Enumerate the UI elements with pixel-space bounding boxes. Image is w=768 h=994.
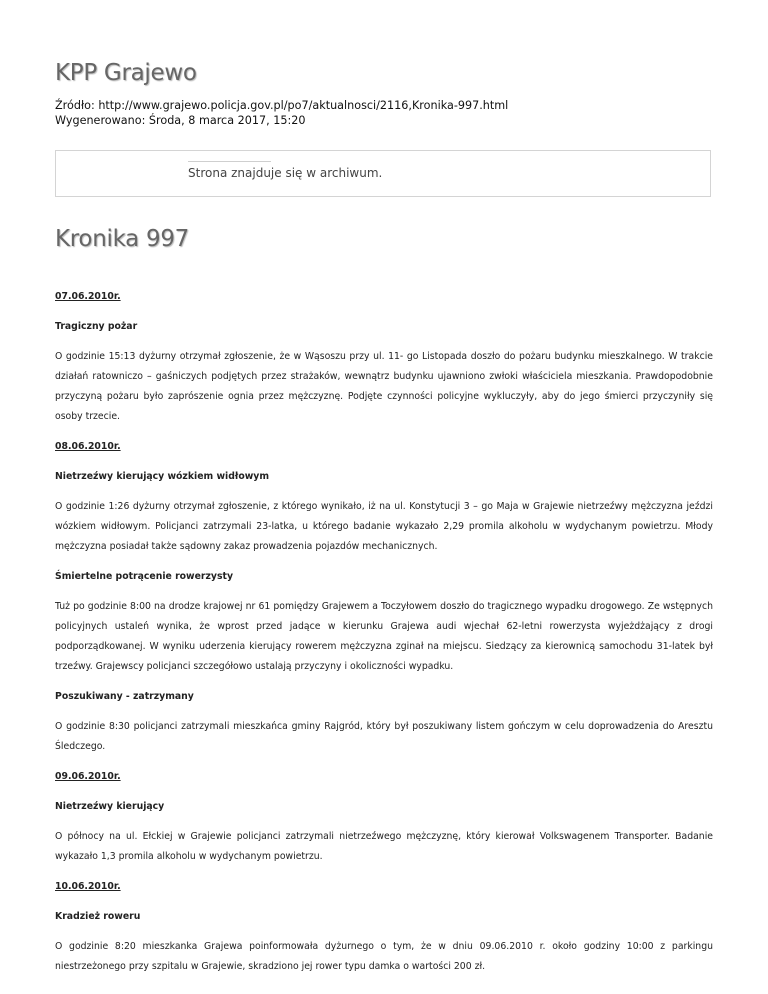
page-meta	[55, 98, 508, 128]
entry-heading: Nietrzeźwy kierujący wózkiem widłowym	[55, 471, 270, 482]
entry-text: Tuż po godzinie 8:00 na drodze krajowej nr 61 pomiędzy Grajewem a Toczyłowem doszło do tragicznego wypadku drogowego. Ze wstępnych policyjnych ustaleń wynika, że wprost przed jadące w kierunku Grajewa audi wjechał 62-letni rowerzysta wyjeżdżający z drogi podporządkowanej. W wyniku uderzenia kierujący rowerem mężczyzna zginał na miejscu. Siedzący za kierownicą samochodu 31-latek był trzeźwy. Grajewscy policjanci szczegółowo ustalają przyczyny i okoliczności wypadku.	[55, 601, 713, 672]
entry-date: 09.06.2010r.	[55, 771, 121, 782]
entry-date: 08.06.2010r.	[55, 441, 121, 452]
article-title: Kronika 997	[55, 226, 189, 252]
article-content	[55, 287, 713, 987]
entry-text: O godzinie 8:20 mieszkanka Grajewa poinformowała dyżurnego o tym, że w dniu 09.06.2010 r. około godziny 10:00 z parkingu niestrzeżonego przy szpitalu w Grajewie, skradziono jej rower typu damka o wartości 200 zł.	[55, 941, 713, 972]
entry-text: O północy na ul. Ełckiej w Grajewie policjanci zatrzymali nietrzeźwego mężczyznę, który kierował Volkswagenem Transporter. Badanie wykazało 1,3 promila alkoholu w wydychanym powietrzu.	[55, 831, 713, 862]
entry-heading: Nietrzeźwy kierujący	[55, 801, 165, 812]
entry-text: O godzinie 15:13 dyżurny otrzymał zgłoszenie, że w Wąsoszu przy ul. 11- go Listopada doszło do pożaru budynku mieszkalnego. W trakcie działań ratowniczo – gaśniczych podjętych przez strażaków, wewnątrz budynku ujawniono zwłoki właściciela mieszkania. Prawdopodobnie przyczyną pożaru było zaprószenie ognia przez mężczyznę. Podjęte czynności policyjne wykluczyły, aby do jego śmierci przyczyniły się osoby trzecie.	[55, 351, 713, 422]
entry-heading: Poszukiwany - zatrzymany	[55, 691, 194, 702]
entry-date: 10.06.2010r.	[55, 881, 121, 892]
source-url: Źródło: http://www.grajewo.policja.gov.pl/po7/aktualnosci/2116,Kronika-997.html	[55, 99, 509, 112]
entry-text: O godzinie 8:30 policjanci zatrzymali mieszkańca gminy Rajgród, który był poszukiwany listem gończym w celu doprowadzenia do Aresztu Śledczego.	[55, 721, 713, 752]
generated-date: Wygenerowano: Środa, 8 marca 2017, 15:20	[55, 114, 306, 127]
entry-heading: Kradzież roweru	[55, 911, 141, 922]
entry-heading: Tragiczny pożar	[55, 321, 138, 332]
archive-notice: Strona znajduje się w archiwum.	[188, 166, 383, 180]
entry-date: 07.06.2010r.	[55, 291, 121, 302]
archive-notice-box	[55, 150, 711, 197]
entry-heading: Śmiertelne potrącenie rowerzysty	[55, 571, 234, 582]
divider	[188, 161, 271, 162]
site-title: KPP Grajewo	[55, 60, 197, 86]
entry-text: O godzinie 1:26 dyżurny otrzymał zgłoszenie, z którego wynikało, iż na ul. Konstytucji 3 – go Maja w Grajewie nietrzeźwy mężczyzna jeździ wózkiem widłowym. Policjanci zatrzymali 23-latka, u którego badanie wykazało 2,29 promila alkoholu w wydychanym powietrzu. Młody mężczyzna posiadał także sądowny zakaz prowadzenia pojazdów mechanicznych.	[55, 501, 713, 552]
